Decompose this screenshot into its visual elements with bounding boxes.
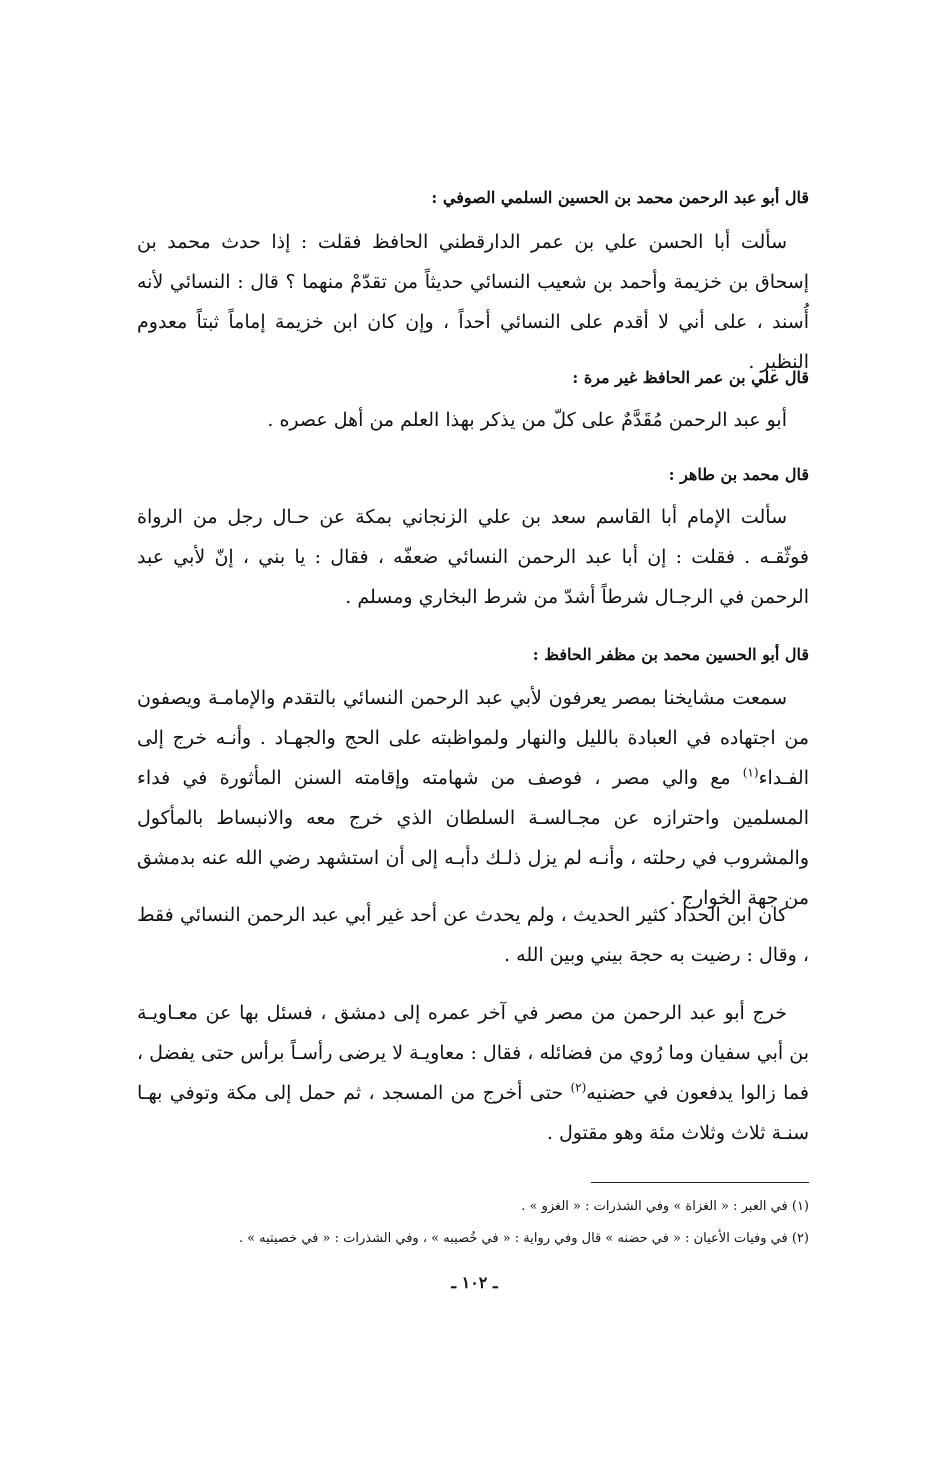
page-number: ـ ١٠٢ ـ	[451, 1273, 498, 1292]
paragraph-text: مع والي مصر ، فوصف من شهامته وإقامته السنن المأثورة في فداء المسلمين واحترازه عن مجـالسـة السلطان الذي خرج معه والانبساط بالمأكول والمشروب في رحلته ، وأنـه لم يزل ذلـك دأبـه إلى أن استشهد رضي الله عنه بدمشق من جهة الخوارج .	[137, 767, 809, 909]
footnote-1: (١) في العبر : « الغزاة » وفي الشذرات : « الغزو » .	[521, 1199, 809, 1214]
section-paragraph-ibn-muzaffar	[137, 678, 809, 918]
section-heading-ibn-tahir: قال محمد بن طاهر :	[668, 465, 809, 484]
section-paragraph-sulami: سألت أبا الحسن علي بن عمر الدارقطني الحافظ فقلت : إذا حدث محمد بن إسحاق بن خزيمة وأحمد بن شعيب النسائي حديثاً من تقدّمْ منهما ؟ قال : النسائي لأنه أُسند ، على أني لا أقدم على النسائي أحداً ، وإن كان ابن خزيمة إماماً ثبتاً معدوم النظير .	[137, 231, 809, 373]
section-heading-ali-ibn-umar: قال علي بن عمر الحافظ غير مرة :	[572, 368, 809, 387]
footnote-marker-1: (١)	[742, 765, 759, 780]
section-heading-sulami: قال أبو عبد الرحمن محمد بن الحسين السلمي الصوفي :	[431, 188, 809, 207]
section-heading-ibn-muzaffar: قال أبو الحسين محمد بن مظفر الحافظ :	[532, 645, 809, 664]
section-paragraph-ali-ibn-umar: أبو عبد الرحمن مُقَدَّمٌ على كلّ من يذكر بهذا العلم من أهل عصره .	[267, 409, 787, 431]
paragraph-exit-to-damascus	[137, 993, 809, 1153]
paragraph-ibn-haddad: كان ابن الحداد كثير الحديث ، ولم يحدث عن أحد غير أبي عبد الرحمن النسائي فقط ، وقال : رضيت به حجة بيني وبين الله .	[137, 904, 809, 966]
footnote-separator	[591, 1182, 809, 1183]
paragraph-text: سمعت مشايخنا بمصر يعرفون لأبي عبد الرحمن النسائي بالتقدم والإمامـة ويصفون من اجتهاده في العبادة بالليل والنهار ولمواظبته على الحج والجهـاد . وأنـه خرج إلى الفـداء	[137, 687, 809, 789]
paragraph-text: خرج أبو عبد الرحمن من مصر في آخر عمره إلى دمشق ، فسئل بها عن معـاويـة بن أبي سفيان وما رُوي من فضائله ، فقال : معاويـة لا يرضى رأسـاً برأس حتى يفضل ، فما زالوا يدفعون في حضنيه	[137, 1002, 809, 1104]
section-paragraph-ibn-tahir: سألت الإمام أبا القاسم سعد بن علي الزنجاني بمكة عن حـال رجل من الرواة فوثّقـه . فقلت : إن أبا عبد الرحمن النسائي ضعفّه ، فقال : يا بني ، إنّ لأبي عبد الرحمن في الرجـال شرطاً أشدّ من شرط البخاري ومسلم .	[137, 506, 809, 608]
footnote-marker-2: (٢)	[570, 1080, 587, 1095]
paragraph-text: حتى أخرج من المسجد ، ثم حمل إلى مكة وتوفي بهـا سنـة ثلاث وثلاث مئة وهو مقتول .	[137, 1082, 809, 1144]
footnote-2: (٢) في وفيات الأعيان : « في حضنه » قال وفي رواية : « في خُصيبه » ، وفي الشذرات : « في خصيتيه » .	[238, 1231, 809, 1246]
